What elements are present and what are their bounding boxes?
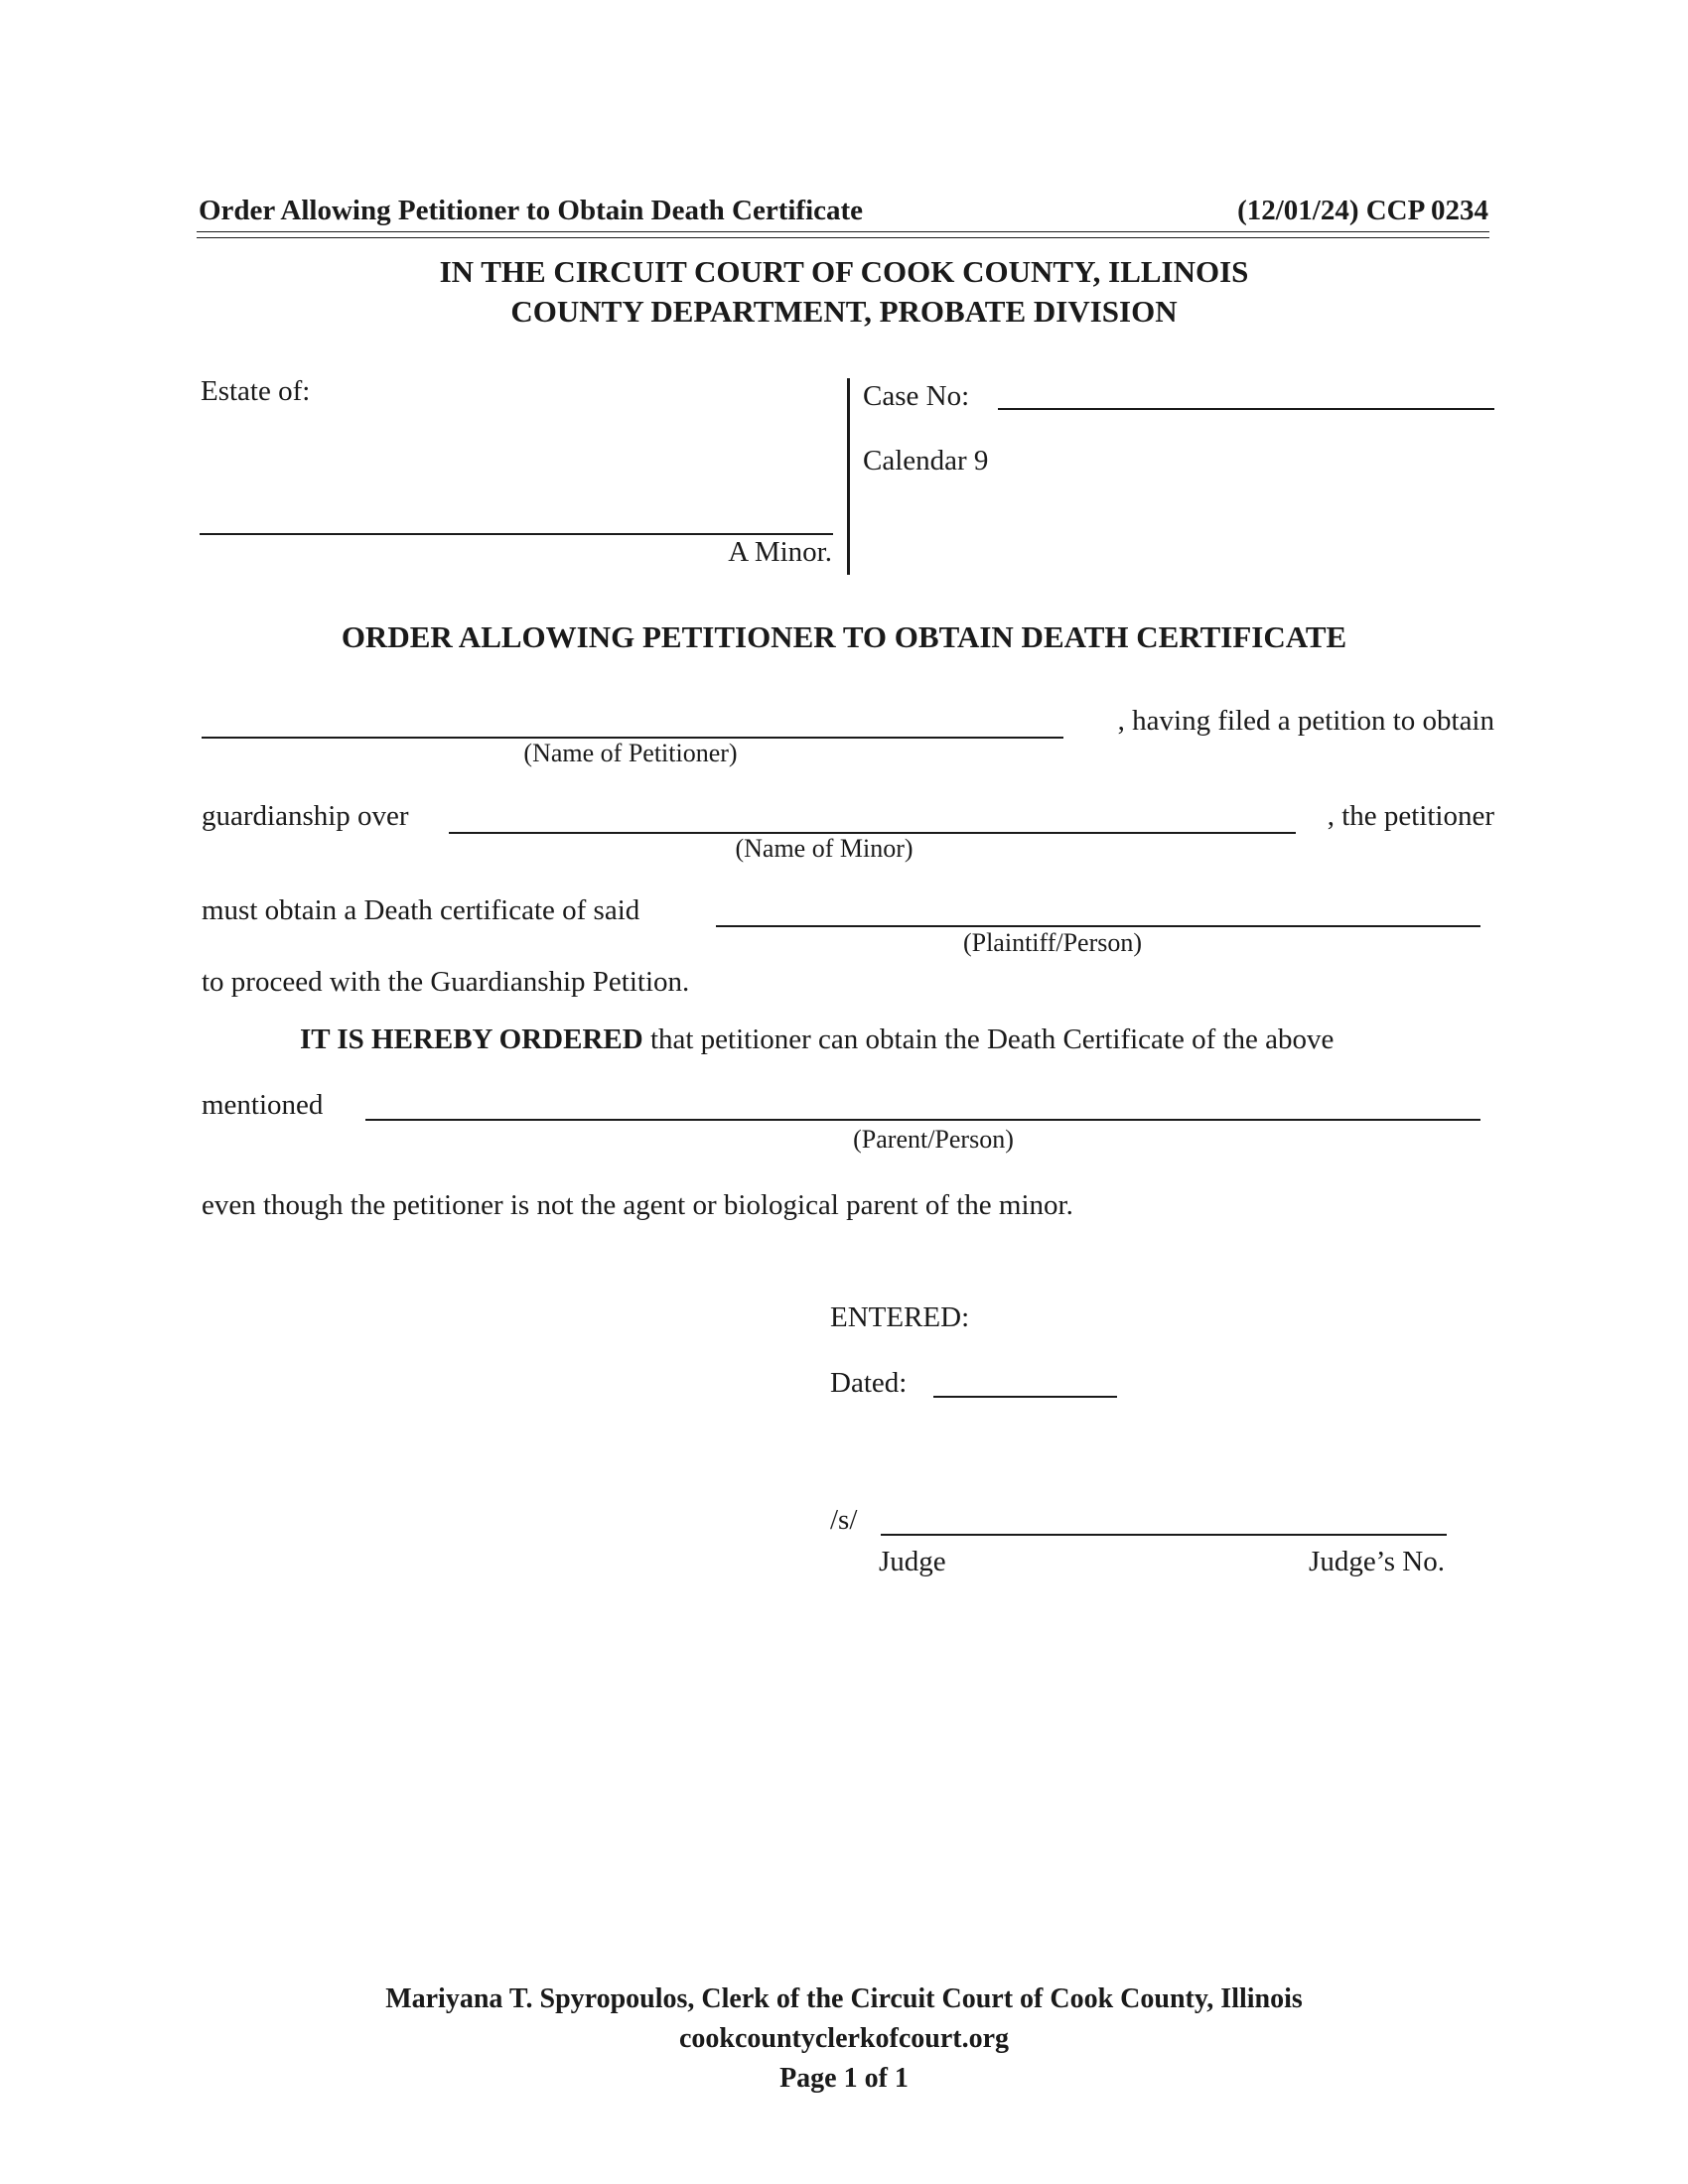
judge-number-label: Judge’s No.: [1309, 1546, 1445, 1577]
court-division: COUNTY DEPARTMENT, PROBATE DIVISION: [510, 294, 1178, 329]
ordered-rest: that petitioner can obtain the Death Certificate of the above: [642, 1024, 1335, 1055]
entered-label: ENTERED:: [830, 1301, 970, 1333]
judge-signature-line[interactable]: [881, 1534, 1447, 1536]
header-rule-top: [197, 231, 1489, 232]
court-name: IN THE CIRCUIT COURT OF COOK COUNTY, ILLINOIS: [439, 254, 1249, 289]
petitioner-caption: (Name of Petitioner): [523, 739, 738, 767]
minor-label: A Minor.: [728, 536, 832, 568]
not-agent-text: even though the petitioner is not the agent or biological parent of the minor.: [202, 1189, 1073, 1221]
proceed-text: to proceed with the Guardianship Petition.: [202, 966, 690, 998]
ordered-paragraph: [300, 1024, 1334, 1056]
order-title: ORDER ALLOWING PETITIONER TO OBTAIN DEATH CERTIFICATE: [341, 619, 1347, 654]
parent-person-line[interactable]: [365, 1119, 1480, 1121]
form-title: Order Allowing Petitioner to Obtain Death Certificate: [199, 195, 864, 226]
estate-label: Estate of:: [201, 375, 311, 407]
judge-label: Judge: [879, 1546, 946, 1577]
guardianship-label: guardianship over: [202, 800, 409, 832]
dated-label: Dated:: [830, 1367, 908, 1399]
mentioned-label: mentioned: [202, 1089, 324, 1121]
petitioner-phrase: , the petitioner: [1327, 800, 1494, 832]
page-number: Page 1 of 1: [779, 2063, 909, 2094]
estate-name-line[interactable]: [200, 533, 833, 535]
parent-caption: (Parent/Person): [853, 1125, 1014, 1154]
calendar-label: Calendar 9: [863, 445, 989, 477]
signature-prefix: /s/: [830, 1504, 858, 1536]
header-rule-bottom: [197, 237, 1489, 238]
caption-divider: [847, 378, 850, 575]
form-code: (12/01/24) CCP 0234: [1237, 195, 1488, 226]
death-cert-phrase: must obtain a Death certificate of said: [202, 894, 640, 926]
minor-caption: (Name of Minor): [735, 834, 914, 863]
plaintiff-caption: (Plaintiff/Person): [962, 928, 1143, 957]
case-no-label: Case No:: [863, 380, 970, 412]
date-line[interactable]: [933, 1396, 1117, 1398]
case-no-line[interactable]: [998, 408, 1494, 410]
clerk-footer: Mariyana T. Spyropoulos, Clerk of the Circuit Court of Cook County, Illinois: [385, 1983, 1303, 2014]
ordered-bold: IT IS HEREBY ORDERED: [300, 1024, 643, 1055]
plaintiff-person-line[interactable]: [716, 925, 1480, 927]
website-footer[interactable]: cookcountyclerkofcourt.org: [678, 2023, 1010, 2054]
petition-phrase: , having filed a petition to obtain: [1117, 705, 1494, 737]
